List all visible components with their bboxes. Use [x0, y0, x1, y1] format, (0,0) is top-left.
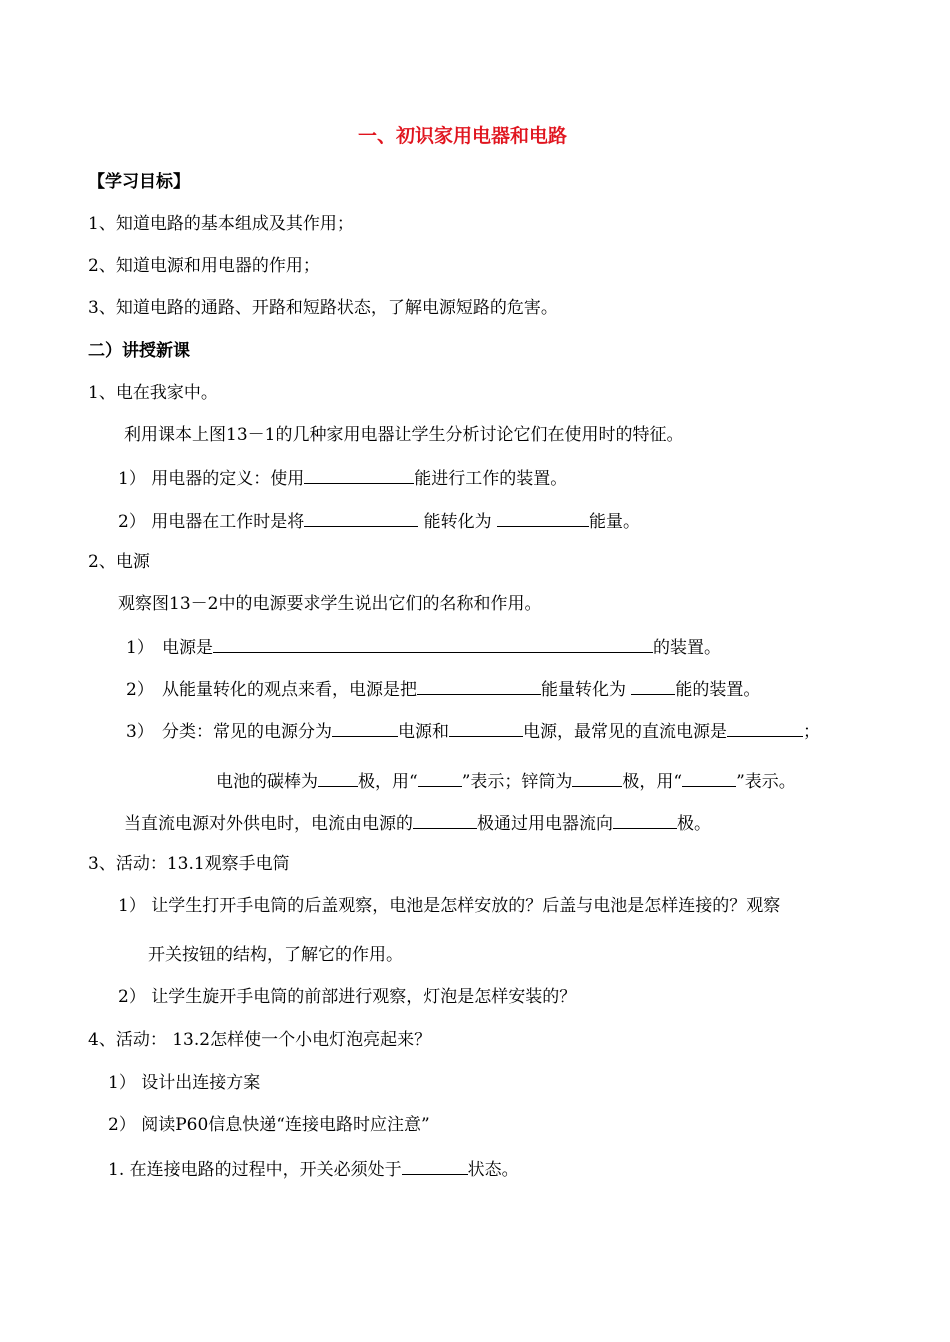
paragraph: 观察图13－2中的电源要求学生说出它们的名称和作用。	[118, 594, 542, 614]
answer-blank[interactable]	[402, 1156, 468, 1175]
answer-blank[interactable]	[497, 508, 589, 527]
answer-blank[interactable]	[304, 508, 418, 527]
question	[108, 1156, 519, 1182]
question	[124, 810, 711, 836]
question-text: 能量转化为	[541, 680, 632, 700]
objectives-heading: 【学习目标】	[88, 172, 190, 192]
question-text: 分类：常见的电源分为	[162, 722, 332, 742]
activity-item: 2） 让学生旋开手电筒的前部进行观察，灯泡是怎样安装的？	[118, 987, 577, 1007]
question-number: 1）	[126, 638, 154, 658]
question-text: 极。	[677, 814, 711, 834]
answer-blank[interactable]	[318, 768, 358, 787]
question-text: 的装置。	[653, 638, 721, 658]
question-text: 能进行工作的装置。	[414, 469, 568, 489]
answer-blank[interactable]	[332, 718, 398, 737]
answer-blank[interactable]	[213, 634, 653, 653]
question-text: ”表示。	[736, 772, 796, 792]
answer-blank[interactable]	[417, 676, 541, 695]
answer-blank[interactable]	[449, 718, 523, 737]
question-text: 1） 用电器的定义：使用	[118, 469, 305, 489]
answer-blank[interactable]	[727, 718, 803, 737]
question-text: 2） 用电器在工作时是将	[118, 512, 305, 532]
question-text: 当直流电源对外供电时，电流由电源的	[124, 814, 413, 834]
question	[216, 768, 796, 794]
answer-blank[interactable]	[631, 676, 675, 695]
question-text: 电源是	[162, 638, 213, 658]
question-text: 能转化为	[418, 512, 498, 532]
paragraph: 利用课本上图13－1的几种家用电器让学生分析讨论它们在使用时的特征。	[124, 425, 684, 445]
answer-blank[interactable]	[613, 810, 677, 829]
question	[126, 634, 721, 660]
objective-item: 3、知道电路的通路、开路和短路状态，了解电源短路的危害。	[88, 298, 558, 318]
question-number: 3）	[126, 722, 154, 742]
question	[118, 508, 640, 534]
question	[126, 718, 820, 744]
question-text: 极通过用电器流向	[477, 814, 613, 834]
question-text: 极，用“	[358, 772, 418, 792]
section-heading: 二）讲授新课	[88, 341, 190, 361]
question	[118, 465, 567, 491]
answer-blank[interactable]	[682, 768, 736, 787]
objective-item: 2、知道电源和用电器的作用；	[88, 256, 320, 276]
question-text: 能的装置。	[675, 680, 761, 700]
question-text: 电池的碳棒为	[216, 772, 318, 792]
subsection-heading: 3、活动：13.1观察手电筒	[88, 854, 290, 874]
subsection-heading: 2、电源	[88, 552, 150, 572]
subsection-heading: 1、电在我家中。	[88, 383, 218, 403]
activity-item: 开关按钮的结构，了解它的作用。	[148, 945, 403, 965]
page-title: 一、初识家用电器和电路	[358, 125, 568, 147]
question-text: 电源，最常见的直流电源是	[523, 722, 727, 742]
subsection-heading: 4、活动： 13.2怎样使一个小电灯泡亮起来？	[88, 1030, 432, 1050]
question-text: 状态。	[467, 1160, 519, 1180]
objective-item: 1、知道电路的基本组成及其作用；	[88, 214, 354, 234]
question-text: 电源和	[398, 722, 449, 742]
answer-blank[interactable]	[304, 465, 414, 484]
question-text: 极，用“	[622, 772, 683, 792]
answer-blank[interactable]	[418, 768, 462, 787]
question-text: 1. 在连接电路的过程中，开关必须处于	[108, 1160, 402, 1180]
question-text: 从能量转化的观点来看，电源是把	[162, 680, 417, 700]
question-text: 能量。	[589, 512, 641, 532]
question	[126, 676, 760, 702]
question-number: 2）	[126, 680, 154, 700]
activity-item: 1） 设计出连接方案	[108, 1073, 261, 1093]
answer-blank[interactable]	[413, 810, 477, 829]
answer-blank[interactable]	[572, 768, 622, 787]
activity-item: 2） 阅读P60信息快递“连接电路时应注意”	[108, 1115, 430, 1135]
activity-item: 1） 让学生打开手电筒的后盖观察，电池是怎样安放的？后盖与电池是怎样连接的？观察	[118, 896, 781, 916]
question-text: ”表示；锌筒为	[461, 772, 573, 792]
question-text: ；	[803, 722, 820, 742]
